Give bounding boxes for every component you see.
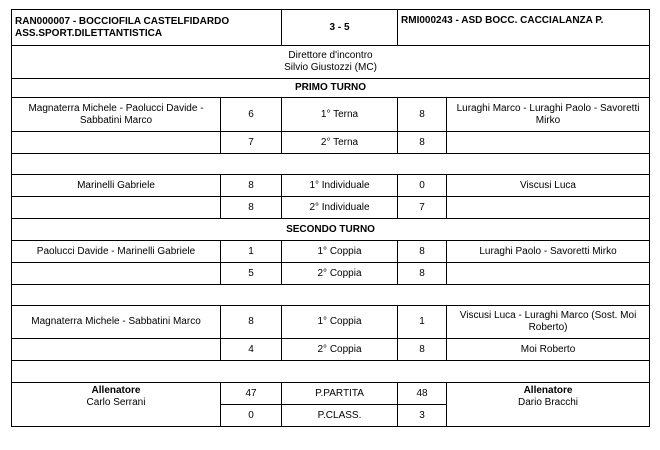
match-report-table [11, 9, 650, 427]
first-round-title: PRIMO TURNO [12, 79, 650, 98]
spacer-row [12, 154, 650, 175]
home-coach-cell [12, 383, 221, 427]
section-header-second-round [12, 219, 650, 241]
coppia-b-second-away-players: Moi Roberto [447, 339, 650, 361]
coppia-a-2-away-score: 8 [398, 263, 447, 285]
classifica-label: P.CLASS. [282, 405, 398, 427]
terna-away-players: Luraghi Marco - Luraghi Paolo - Savoretti Mirko [447, 98, 650, 132]
coppia-b-row-2 [12, 339, 650, 361]
director-cell [12, 46, 650, 79]
empty-cell [12, 132, 221, 154]
empty-cell [12, 339, 221, 361]
away-coach-label: Allenatore [523, 385, 573, 396]
coppia-b-2-label: 2° Coppia [282, 339, 398, 361]
individuale-2-home-score: 8 [221, 197, 282, 219]
empty-cell [12, 285, 650, 306]
match-score: 3 - 5 [282, 10, 398, 46]
footer-row-partita [12, 383, 650, 405]
coppia-a-row-1 [12, 241, 650, 263]
coppia-a-2-label: 2° Coppia [282, 263, 398, 285]
partita-home-points: 47 [221, 383, 282, 405]
coppia-b-home-players: Magnaterra Michele - Sabbatini Marco [12, 306, 221, 339]
director-label: Direttore d'incontro [288, 50, 373, 61]
coppia-a-1-label: 1° Coppia [282, 241, 398, 263]
away-coach-name: Dario Bracchi [518, 397, 579, 408]
coppia-a-away-players: Luraghi Paolo - Savoretti Mirko [447, 241, 650, 263]
empty-cell [12, 197, 221, 219]
coppia-a-home-players: Paolucci Davide - Marinelli Gabriele [12, 241, 221, 263]
individuale-away-player: Viscusi Luca [447, 175, 650, 197]
coppia-b-2-home-score: 4 [221, 339, 282, 361]
classifica-away-points: 3 [398, 405, 447, 427]
empty-cell [12, 263, 221, 285]
home-coach-label: Allenatore [91, 385, 141, 396]
section-header-first-round [12, 79, 650, 98]
coppia-b-1-home-score: 8 [221, 306, 282, 339]
coppia-b-row-1 [12, 306, 650, 339]
away-coach-cell [447, 383, 650, 427]
terna-1-home-score: 6 [221, 98, 282, 132]
coppia-b-1-label: 1° Coppia [282, 306, 398, 339]
home-team: RAN000007 - BOCCIOFILA CASTELFIDARDO ASS.SPORT.DILETTANTISTICA [12, 10, 282, 46]
individuale-1-label: 1° Individuale [282, 175, 398, 197]
terna-2-label: 2° Terna [282, 132, 398, 154]
coppia-b-2-away-score: 8 [398, 339, 447, 361]
spacer-row [12, 285, 650, 306]
second-round-title: SECONDO TURNO [12, 219, 650, 241]
header-row [12, 10, 650, 46]
individuale-2-away-score: 7 [398, 197, 447, 219]
empty-cell [447, 263, 650, 285]
coppia-a-1-home-score: 1 [221, 241, 282, 263]
individuale-row-1 [12, 175, 650, 197]
terna-home-players: Magnaterra Michele - Paolucci Davide - Sabbatini Marco [12, 98, 221, 132]
terna-1-label: 1° Terna [282, 98, 398, 132]
terna-row-2 [12, 132, 650, 154]
coppia-a-2-home-score: 5 [221, 263, 282, 285]
individuale-1-away-score: 0 [398, 175, 447, 197]
spacer-row [12, 361, 650, 383]
terna-1-away-score: 8 [398, 98, 447, 132]
away-team: RMI000243 - ASD BOCC. CACCIALANZA P. [398, 10, 650, 46]
coppia-a-row-2 [12, 263, 650, 285]
individuale-home-player: Marinelli Gabriele [12, 175, 221, 197]
director-name: Silvio Giustozzi (MC) [284, 62, 377, 73]
coppia-b-first-away-players: Viscusi Luca - Luraghi Marco (Sost. Moi Roberto) [447, 306, 650, 339]
empty-cell [12, 361, 650, 383]
terna-row-1 [12, 98, 650, 132]
coppia-a-1-away-score: 8 [398, 241, 447, 263]
terna-2-home-score: 7 [221, 132, 282, 154]
coppia-b-1-away-score: 1 [398, 306, 447, 339]
classifica-home-points: 0 [221, 405, 282, 427]
individuale-row-2 [12, 197, 650, 219]
partita-label: P.PARTITA [282, 383, 398, 405]
home-coach-name: Carlo Serrani [86, 397, 146, 408]
partita-away-points: 48 [398, 383, 447, 405]
individuale-2-label: 2° Individuale [282, 197, 398, 219]
empty-cell [447, 197, 650, 219]
individuale-1-home-score: 8 [221, 175, 282, 197]
empty-cell [447, 132, 650, 154]
terna-2-away-score: 8 [398, 132, 447, 154]
empty-cell [12, 154, 650, 175]
director-row [12, 46, 650, 79]
